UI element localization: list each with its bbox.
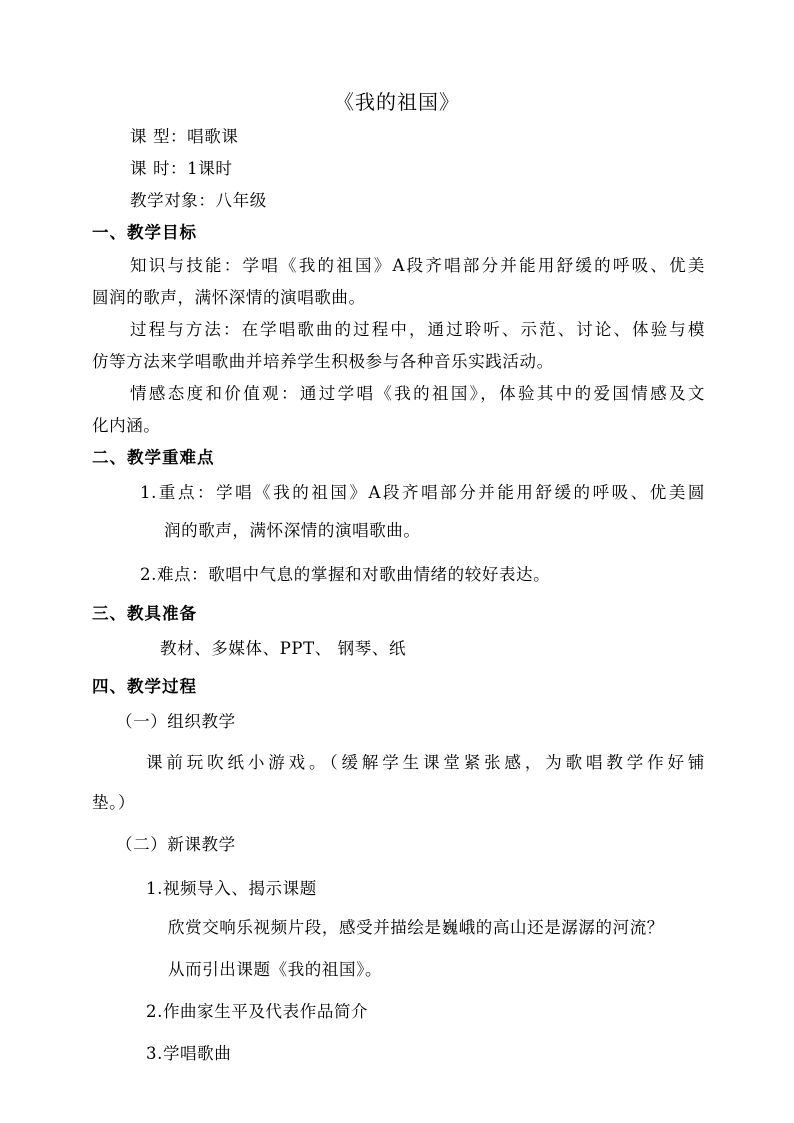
key-point-1-line1: 1.重点：学唱《我的祖国》A段齐唱部分并能用舒缓的呼吸、优美圆 (140, 483, 705, 502)
process-step-1: 1.视频导入、揭示课题 (146, 879, 317, 898)
section-heading-goals: 一、教学目标 (92, 223, 197, 242)
goals-emotion-line2: 化内涵。 (92, 416, 161, 435)
process-part2-heading: （二）新课教学 (116, 835, 236, 854)
goals-knowledge-line2: 圆润的歌声，满怀深情的演唱歌曲。 (92, 288, 366, 307)
goals-process-line2: 仿等方法来学唱歌曲并培养学生积极参与各种音乐实践活动。 (92, 352, 554, 371)
goals-knowledge-line1: 知识与技能：学唱《我的祖国》A段齐唱部分并能用舒缓的呼吸、优美 (130, 256, 705, 275)
process-part1-line1: 课前玩吹纸小游戏。（缓解学生课堂紧张感，为歌唱教学作好铺 (146, 753, 705, 772)
meta-duration: 课 时：1课时 (130, 159, 233, 178)
meta-audience: 教学对象：八年级 (130, 191, 267, 210)
process-part1-line2: 垫。） (92, 793, 136, 812)
process-part1-heading: （一）组织教学 (116, 712, 236, 731)
key-point-1-line2: 润的歌声，满怀深情的演唱歌曲。 (164, 521, 421, 540)
goals-process-line1: 过程与方法：在学唱歌曲的过程中，通过聆听、示范、讨论、体验与模 (130, 320, 705, 339)
process-step-3: 3.学唱歌曲 (146, 1044, 232, 1063)
key-point-2: 2.难点：歌唱中气息的掌握和对歌曲情绪的较好表达。 (140, 565, 551, 584)
goals-emotion-line1: 情感态度和价值观：通过学唱《我的祖国》，体验其中的爱国情感及文 (130, 384, 705, 403)
section-heading-process: 四、教学过程 (92, 677, 197, 696)
section-heading-materials: 三、教具准备 (92, 604, 197, 623)
process-step-1-detail1: 欣赏交响乐视频片段，感受并描绘是巍峨的高山还是潺潺的河流？ (168, 918, 664, 937)
process-step-2: 2.作曲家生平及代表作品简介 (146, 1002, 369, 1021)
meta-lesson-type: 课 型：唱歌课 (130, 127, 239, 146)
section-heading-key-points: 二、教学重难点 (92, 448, 215, 467)
document-title: 《我的祖国》 (334, 90, 460, 114)
process-step-1-detail2: 从而引出课题《我的祖国》。 (168, 960, 383, 979)
materials-items: 教材、多媒体、PPT、 钢琴、纸 (160, 639, 407, 658)
